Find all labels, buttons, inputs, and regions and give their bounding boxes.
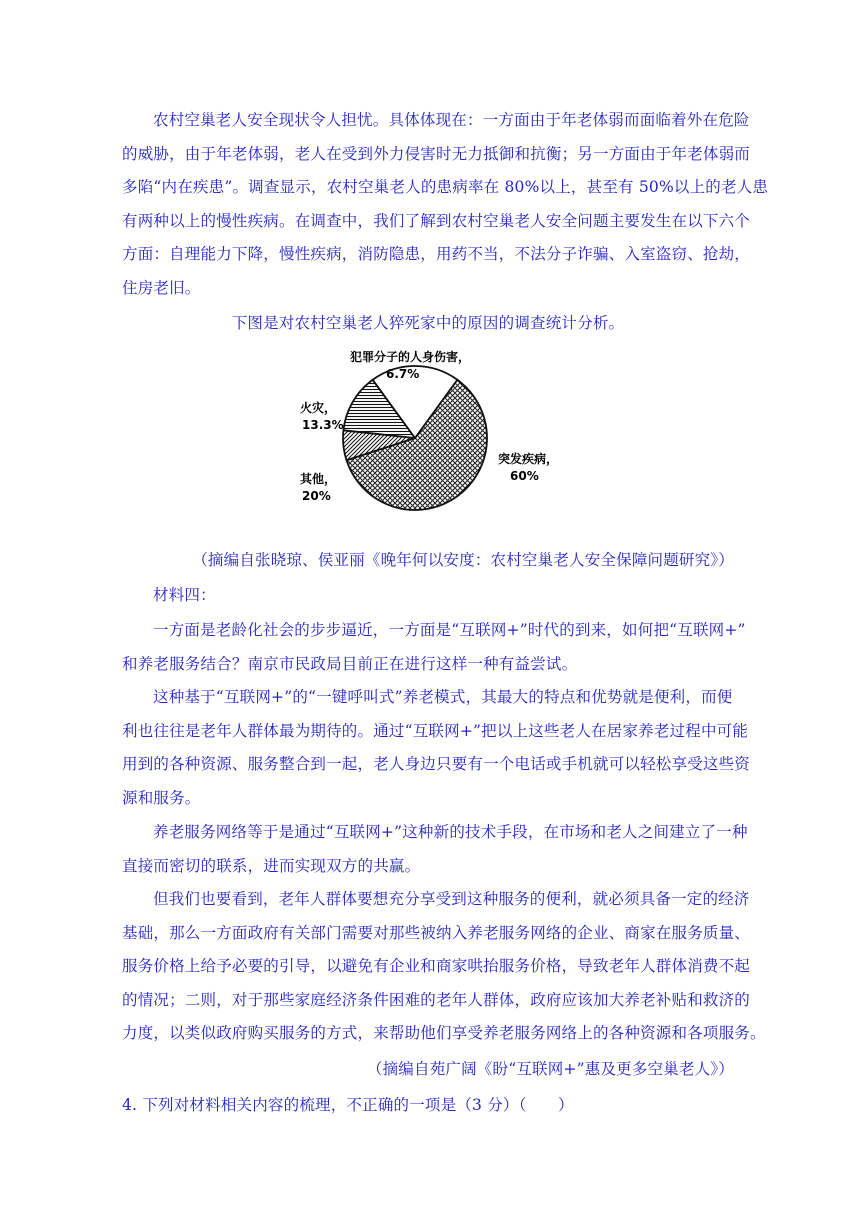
paragraph-line: 的威胁，由于年老体弱，老人在受到外力侵害时无力抵御和抗衡；另一方面由于年老体弱而: [122, 144, 751, 163]
pie-slice-percent: 6.7%: [386, 367, 420, 381]
material4-paragraph-2: [122, 681, 751, 815]
paragraph-line: 基础，那么一方面政府有关部门需要对那些被纳入养老服务网络的企业、商家在服务质量、: [122, 923, 751, 942]
paragraph-line: 多陷“内在疾患”。调查显示，农村空巢老人的患病率在 80%以上，甚至有 50%以上的老人患: [122, 178, 769, 196]
pie-slice-label: 火灾，: [300, 401, 337, 415]
paragraph-line: 有两种以上的慢性疾病。在调查中，我们了解到农村空巢老人安全问题主要发生在以下六个: [122, 211, 751, 230]
material3-source: （摘编自张晓琼、侯亚丽《晚年何以安度：农村空巢老人安全保障问题研究》）: [192, 551, 734, 569]
paragraph-line: 力度，以类似政府购买服务的方式，来帮助他们享受养老服务网络上的各种资源和各项服务。: [122, 1024, 766, 1042]
material4-heading: 材料四：: [153, 586, 216, 604]
pie-slice-percent: 20%: [302, 489, 331, 503]
material4-paragraph-3: [122, 816, 748, 883]
paragraph-line: 和养老服务结合？南京市民政局目前正在进行这样一种有益尝试。: [122, 654, 578, 673]
pie-slice-percent: 60%: [510, 469, 539, 483]
material3-paragraph: [122, 104, 769, 305]
paragraph-line: 方面：自理能力下降，慢性疾病，消防隐患，用药不当，不法分子诈骗、入室盗窃、抢劫，: [122, 245, 751, 263]
paragraph-line: 利也往往是老年人群体最为期待的。通过“互联网+”把以上这些老人在居家养老过程中可能: [122, 721, 749, 740]
paragraph-line: 的情况；二则，对于那些家庭经济条件困难的老年人群体，政府应该加大养老补贴和救济的: [122, 990, 751, 1009]
paragraph-line: 但我们也要看到，老年人群体要想充分享受到这种服务的便利，就必须具备一定的经济: [153, 890, 750, 908]
paragraph-line: 这种基于“互联网+”的“一键呼叫式”养老模式，其最大的特点和优势就是便利，而便: [153, 688, 733, 706]
pie-slice-label: 其他，: [300, 472, 337, 486]
question-4: 4. 下列对材料相关内容的梳理，不正确的一项是（3 分）（ ）: [122, 1096, 574, 1114]
paragraph-line: 源和服务。: [122, 788, 201, 807]
material4-paragraph-1: [122, 614, 746, 681]
pie-chart-svg: [280, 343, 580, 525]
pie-chart: [280, 343, 580, 525]
paragraph-line: 直接而密切的联系，进而实现双方的共赢。: [122, 856, 421, 875]
paragraph-line: 一方面是老龄化社会的步步逼近，一方面是“互联网+”时代的到来，如何把“互联网+”: [153, 621, 746, 639]
material4-source: （摘编自苑广阔《盼“互联网+”惠及更多空巢老人》）: [366, 1060, 734, 1078]
paragraph-line: 农村空巢老人安全现状令人担忧。具体体现在：一方面由于年老体弱而面临着外在危险: [153, 111, 750, 129]
material4-paragraph-4: [122, 883, 766, 1051]
pie-slice-label: 突发疾病，: [498, 452, 559, 466]
paragraph-line: 服务价格上给予必要的引导，以避免有企业和商家哄抬服务价格，导致老年人群体消费不起: [122, 957, 751, 975]
paragraph-line: 住房老旧。: [122, 278, 201, 297]
pie-slice-percent: 13.3%: [302, 418, 344, 432]
paragraph-line: 养老服务网络等于是通过“互联网+”这种新的技术手段，在市场和老人之间建立了一种: [153, 823, 748, 841]
paragraph-line: 用到的各种资源、服务整合到一起，老人身边只要有一个电话或手机就可以轻松享受这些资: [122, 755, 751, 773]
chart-caption: 下图是对农村空巢老人猝死家中的原因的调查统计分析。: [231, 314, 625, 332]
pie-slice-label: 犯罪分子的人身伤害，: [350, 350, 471, 364]
